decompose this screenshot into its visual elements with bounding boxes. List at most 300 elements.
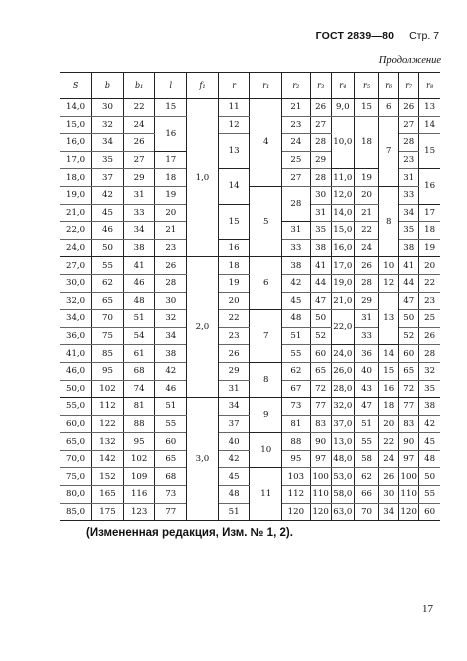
table-cell: 26,0	[331, 362, 354, 380]
table-cell: 31	[310, 204, 331, 222]
table-cell: 6	[379, 99, 399, 117]
table-cell: 31	[218, 380, 250, 398]
table-cell: 18	[419, 222, 440, 240]
table-cell: 112	[92, 398, 124, 416]
col-header-r: r	[218, 73, 250, 99]
table-cell: 54	[123, 327, 155, 345]
table-cell: 27,0	[60, 257, 92, 275]
table-cell: 40	[218, 433, 250, 451]
table-cell: 16,0	[331, 239, 354, 257]
table-cell: 67	[282, 380, 311, 398]
table-cell: 73	[155, 486, 187, 504]
table-cell: 77	[310, 398, 331, 416]
table-cell: 52	[310, 327, 331, 345]
table-cell: 55	[419, 486, 440, 504]
table-cell: 51	[218, 503, 250, 521]
table-cell: 18	[155, 169, 187, 187]
table-cell: 33	[123, 204, 155, 222]
table-cell: 30	[310, 186, 331, 204]
table-cell: 27	[282, 169, 311, 187]
table-cell-merged: 6	[250, 257, 282, 310]
table-cell: 47	[399, 292, 419, 310]
table-cell: 22	[379, 433, 399, 451]
table-cell: 38	[399, 239, 419, 257]
table-cell: 21,0	[331, 292, 354, 310]
table-cell: 19	[419, 239, 440, 257]
table-cell: 77	[155, 503, 187, 521]
table-cell: 36	[354, 345, 378, 363]
table-cell: 26	[123, 134, 155, 152]
table-cell: 50	[92, 239, 124, 257]
table-cell: 55	[282, 345, 311, 363]
table-cell: 46	[123, 274, 155, 292]
table-cell: 74	[123, 380, 155, 398]
table-cell: 42	[92, 186, 124, 204]
table-cell: 14	[379, 345, 399, 363]
table-cell: 12	[379, 274, 399, 292]
table-cell: 30,0	[60, 274, 92, 292]
table-cell: 73	[282, 398, 311, 416]
table-cell: 102	[123, 450, 155, 468]
table-cell: 88	[282, 433, 311, 451]
table-cell: 120	[282, 503, 311, 521]
col-header-r5: r₅	[354, 73, 378, 99]
table-row	[60, 186, 440, 204]
table-cell: 44	[399, 274, 419, 292]
table-cell: 19	[218, 274, 250, 292]
table-cell: 22	[354, 222, 378, 240]
table-cell-merged: 8	[250, 362, 282, 397]
col-header-r4: r₄	[331, 73, 354, 99]
table-cell: 47	[354, 398, 378, 416]
table-cell-merged: 13	[218, 134, 250, 169]
table-cell: 152	[92, 468, 124, 486]
table-cell: 60	[310, 345, 331, 363]
col-header-l: l	[155, 73, 187, 99]
table-cell: 28	[399, 134, 419, 152]
table-cell: 9,0	[331, 99, 354, 117]
table-cell-merged: 11	[250, 468, 282, 521]
table-cell: 31	[399, 169, 419, 187]
table-cell-merged: 1,0	[187, 99, 219, 257]
table-cell: 23	[399, 151, 419, 169]
table-cell: 16	[218, 239, 250, 257]
table-cell: 26	[419, 327, 440, 345]
table-row	[60, 362, 440, 380]
table-cell: 35	[92, 151, 124, 169]
table-cell: 19	[155, 186, 187, 204]
table-cell: 103	[282, 468, 311, 486]
table-cell: 31	[123, 186, 155, 204]
table-cell: 34,0	[60, 310, 92, 328]
table-cell-merged: 15	[218, 204, 250, 239]
table-cell: 24	[354, 239, 378, 257]
table-cell: 38	[282, 257, 311, 275]
table-cell: 58,0	[331, 486, 354, 504]
table-cell: 120	[399, 503, 419, 521]
table-cell: 38	[419, 398, 440, 416]
table-cell: 50	[399, 310, 419, 328]
table-cell: 65	[155, 450, 187, 468]
page-number: 17	[422, 603, 433, 615]
table-cell: 38	[310, 239, 331, 257]
table-cell: 65	[92, 292, 124, 310]
table-cell: 83	[399, 415, 419, 433]
table-cell: 85,0	[60, 503, 92, 521]
table-cell: 75,0	[60, 468, 92, 486]
table-cell: 33	[282, 239, 311, 257]
col-header-f1: f₁	[187, 73, 219, 99]
table-cell: 27	[399, 116, 419, 134]
table-cell: 45	[92, 204, 124, 222]
table-cell: 15,0	[60, 116, 92, 134]
table-cell: 26	[155, 257, 187, 275]
table-cell: 40	[354, 362, 378, 380]
page-header	[316, 30, 439, 42]
col-header-s: S	[60, 73, 92, 99]
table-cell: 26	[354, 257, 378, 275]
table-cell-merged: 3,0	[187, 398, 219, 521]
table-cell: 26	[399, 99, 419, 117]
table-cell: 24	[282, 134, 311, 152]
table-cell: 25	[419, 310, 440, 328]
col-header-b: b	[92, 73, 124, 99]
table-cell: 10	[379, 257, 399, 275]
table-cell: 60	[155, 433, 187, 451]
table-cell: 20	[155, 204, 187, 222]
table-cell: 30	[379, 486, 399, 504]
table-cell: 165	[92, 486, 124, 504]
table-cell: 53,0	[331, 468, 354, 486]
table-cell: 19	[354, 169, 378, 187]
table-cell: 142	[92, 450, 124, 468]
table-cell: 83	[310, 415, 331, 433]
table-cell: 46	[155, 380, 187, 398]
table-cell: 50,0	[60, 380, 92, 398]
table-cell: 55,0	[60, 398, 92, 416]
table-cell: 80,0	[60, 486, 92, 504]
table-cell: 100	[310, 468, 331, 486]
table-cell: 62	[282, 362, 311, 380]
table-cell: 81	[123, 398, 155, 416]
table-cell: 48	[419, 450, 440, 468]
table-cell: 45	[218, 468, 250, 486]
table-header-row	[60, 73, 440, 99]
table-cell: 47	[310, 292, 331, 310]
table-cell: 42	[155, 362, 187, 380]
table-cell: 18	[379, 398, 399, 416]
table-cell-merged: 16	[155, 116, 187, 151]
table-cell: 28	[419, 345, 440, 363]
table-cell: 70	[354, 503, 378, 521]
table-cell: 12,0	[331, 186, 354, 204]
table-cell: 100	[399, 468, 419, 486]
table-cell: 20	[419, 257, 440, 275]
table-cell: 28	[354, 274, 378, 292]
table-cell: 28,0	[331, 380, 354, 398]
dimensions-table	[60, 72, 440, 521]
col-header-r2: r₂	[282, 73, 311, 99]
table-cell: 24	[123, 116, 155, 134]
table-cell: 32,0	[331, 398, 354, 416]
table-cell: 34	[218, 398, 250, 416]
table-cell: 70,0	[60, 450, 92, 468]
table-cell: 36,0	[60, 327, 92, 345]
table-cell: 97	[310, 450, 331, 468]
table-cell: 48	[282, 310, 311, 328]
table-cell: 95	[123, 433, 155, 451]
table-cell: 95	[282, 450, 311, 468]
table-cell: 23	[419, 292, 440, 310]
table-cell: 17	[155, 151, 187, 169]
table-cell: 110	[399, 486, 419, 504]
table-cell: 122	[92, 415, 124, 433]
col-header-r8: r₈	[419, 73, 440, 99]
table-cell: 60	[419, 503, 440, 521]
table-cell: 58	[354, 450, 378, 468]
table-cell: 102	[92, 380, 124, 398]
table-cell-merged: 4	[250, 99, 282, 187]
table-cell: 18	[218, 257, 250, 275]
table-cell: 28	[310, 169, 331, 187]
table-cell: 42	[419, 415, 440, 433]
table-cell: 34	[379, 503, 399, 521]
table-cell: 116	[123, 486, 155, 504]
table-cell: 46	[92, 222, 124, 240]
table-cell: 42	[218, 450, 250, 468]
table-cell: 34	[399, 204, 419, 222]
table-cell: 48	[218, 486, 250, 504]
table-cell: 30	[92, 99, 124, 117]
table-cell: 28	[155, 274, 187, 292]
table-row	[60, 433, 440, 451]
table-cell: 26	[218, 345, 250, 363]
table-cell: 62	[354, 468, 378, 486]
table-cell: 25	[282, 151, 311, 169]
table-cell-merged: 28	[282, 186, 311, 221]
table-cell: 37	[218, 415, 250, 433]
table-cell: 22	[218, 310, 250, 328]
table-cell: 30	[155, 292, 187, 310]
table-cell: 51	[155, 398, 187, 416]
table-cell: 17,0	[331, 257, 354, 275]
table-cell: 68	[123, 362, 155, 380]
table-cell-merged: 7	[250, 310, 282, 363]
table-cell: 88	[123, 415, 155, 433]
table-cell: 16,0	[60, 134, 92, 152]
table-cell: 16	[379, 380, 399, 398]
table-cell: 28	[310, 134, 331, 152]
table-cell: 61	[123, 345, 155, 363]
table-cell: 21	[155, 222, 187, 240]
col-header-r1: r₁	[250, 73, 282, 99]
table-cell: 31	[282, 222, 311, 240]
table-cell: 41	[310, 257, 331, 275]
table-cell: 26	[379, 468, 399, 486]
table-cell: 65,0	[60, 433, 92, 451]
table-cell: 29	[123, 169, 155, 187]
table-cell: 13,0	[331, 433, 354, 451]
table-cell-merged: 8	[379, 186, 399, 256]
table-cell: 11,0	[331, 169, 354, 187]
table-cell: 50	[419, 468, 440, 486]
table-cell: 77	[399, 398, 419, 416]
table-cell: 15	[354, 99, 378, 117]
table-cell: 60	[399, 345, 419, 363]
table-cell: 35	[419, 380, 440, 398]
table-cell: 38	[123, 239, 155, 257]
table-cell: 72	[399, 380, 419, 398]
table-cell: 19,0	[331, 274, 354, 292]
table-cell: 22	[123, 99, 155, 117]
table-cell: 35	[399, 222, 419, 240]
table-cell: 37,0	[331, 415, 354, 433]
table-row	[60, 468, 440, 486]
col-header-r3: r₃	[310, 73, 331, 99]
table-cell: 95	[92, 362, 124, 380]
table-cell: 14,0	[60, 99, 92, 117]
table-cell: 24,0	[60, 239, 92, 257]
table-cell-merged: 2,0	[187, 257, 219, 398]
revision-note: (Измененная редакция, Изм. № 1, 2).	[86, 527, 293, 539]
table-cell: 32	[92, 116, 124, 134]
table-cell-merged: 7	[379, 116, 399, 186]
table-cell: 110	[310, 486, 331, 504]
table-cell: 55	[354, 433, 378, 451]
table-cell: 41	[399, 257, 419, 275]
table-cell: 41,0	[60, 345, 92, 363]
page-label: Стр. 7	[409, 30, 439, 42]
table-cell: 31	[354, 310, 378, 328]
table-cell: 175	[92, 503, 124, 521]
table-cell: 97	[399, 450, 419, 468]
table-cell: 32,0	[60, 292, 92, 310]
table-cell: 14	[419, 116, 440, 134]
table-cell: 65	[310, 362, 331, 380]
table-cell: 21	[282, 99, 311, 117]
table-cell: 33	[399, 186, 419, 204]
table-cell: 85	[92, 345, 124, 363]
table-cell: 63,0	[331, 503, 354, 521]
table-cell: 70	[92, 310, 124, 328]
table-cell: 24	[379, 450, 399, 468]
table-cell: 60,0	[60, 415, 92, 433]
table-cell: 45	[419, 433, 440, 451]
table-cell: 32	[419, 362, 440, 380]
table-cell: 20	[379, 415, 399, 433]
table-cell: 45	[282, 292, 311, 310]
table-cell: 29	[354, 292, 378, 310]
table-cell: 26	[310, 99, 331, 117]
table-cell: 44	[310, 274, 331, 292]
table-cell: 75	[92, 327, 124, 345]
continuation-label: Продолжение	[378, 55, 441, 66]
table-cell-merged: 13	[379, 292, 399, 345]
table-cell: 14,0	[331, 204, 354, 222]
table-cell: 132	[92, 433, 124, 451]
table-cell-merged: 10,0	[331, 116, 354, 169]
table-cell: 22	[419, 274, 440, 292]
table-cell: 48	[123, 292, 155, 310]
table-cell: 62	[92, 274, 124, 292]
table-cell-merged: 5	[250, 186, 282, 256]
table-cell: 46,0	[60, 362, 92, 380]
table-cell: 123	[123, 503, 155, 521]
table-cell: 24,0	[331, 345, 354, 363]
table-cell-merged: 22,0	[331, 310, 354, 345]
table-cell-merged: 15	[419, 134, 440, 169]
table-cell: 66	[354, 486, 378, 504]
table-cell: 41	[123, 257, 155, 275]
table-cell: 55	[92, 257, 124, 275]
table-row	[60, 99, 440, 117]
table-cell: 51	[354, 415, 378, 433]
table-cell-merged: 14	[218, 169, 250, 204]
col-header-r6: r₆	[379, 73, 399, 99]
table-cell: 90	[399, 433, 419, 451]
table-cell-merged: 10	[250, 433, 282, 468]
table-cell: 51	[123, 310, 155, 328]
table-cell: 51	[282, 327, 311, 345]
table-cell: 42	[282, 274, 311, 292]
col-header-r7: r₇	[399, 73, 419, 99]
table-cell: 38	[155, 345, 187, 363]
table-cell: 68	[155, 468, 187, 486]
table-cell: 17	[419, 204, 440, 222]
table-cell: 20	[218, 292, 250, 310]
table-cell: 29	[218, 362, 250, 380]
table-cell: 15	[379, 362, 399, 380]
table-cell: 109	[123, 468, 155, 486]
table-row	[60, 398, 440, 416]
table-cell: 120	[310, 503, 331, 521]
standard-number: ГОСТ 2839—80	[315, 30, 395, 42]
table-cell: 34	[155, 327, 187, 345]
table-cell: 15	[155, 99, 187, 117]
table-cell: 27	[310, 116, 331, 134]
table-cell: 35	[310, 222, 331, 240]
table-cell: 23	[218, 327, 250, 345]
col-header-b1: b₁	[123, 73, 155, 99]
table-cell: 19,0	[60, 186, 92, 204]
table-cell-merged: 9	[250, 398, 282, 433]
table-cell: 48,0	[331, 450, 354, 468]
table-row	[60, 257, 440, 275]
table-cell: 23	[155, 239, 187, 257]
table-cell: 27	[123, 151, 155, 169]
table-cell: 11	[218, 99, 250, 117]
table-cell: 34	[123, 222, 155, 240]
table-cell: 81	[282, 415, 311, 433]
table-cell: 50	[310, 310, 331, 328]
table-cell: 55	[155, 415, 187, 433]
table-cell: 34	[92, 134, 124, 152]
table-cell: 23	[282, 116, 311, 134]
table-cell: 13	[419, 99, 440, 117]
table-cell-merged: 16	[419, 169, 440, 204]
table-cell: 12	[218, 116, 250, 134]
table-cell: 20	[354, 186, 378, 204]
table-cell: 29	[310, 151, 331, 169]
table-cell: 21	[354, 204, 378, 222]
table-cell: 18,0	[60, 169, 92, 187]
table-cell: 15,0	[331, 222, 354, 240]
table-cell: 43	[354, 380, 378, 398]
table-cell: 22,0	[60, 222, 92, 240]
table-cell-merged: 18	[354, 116, 378, 169]
table-cell: 52	[399, 327, 419, 345]
table-cell: 37	[92, 169, 124, 187]
